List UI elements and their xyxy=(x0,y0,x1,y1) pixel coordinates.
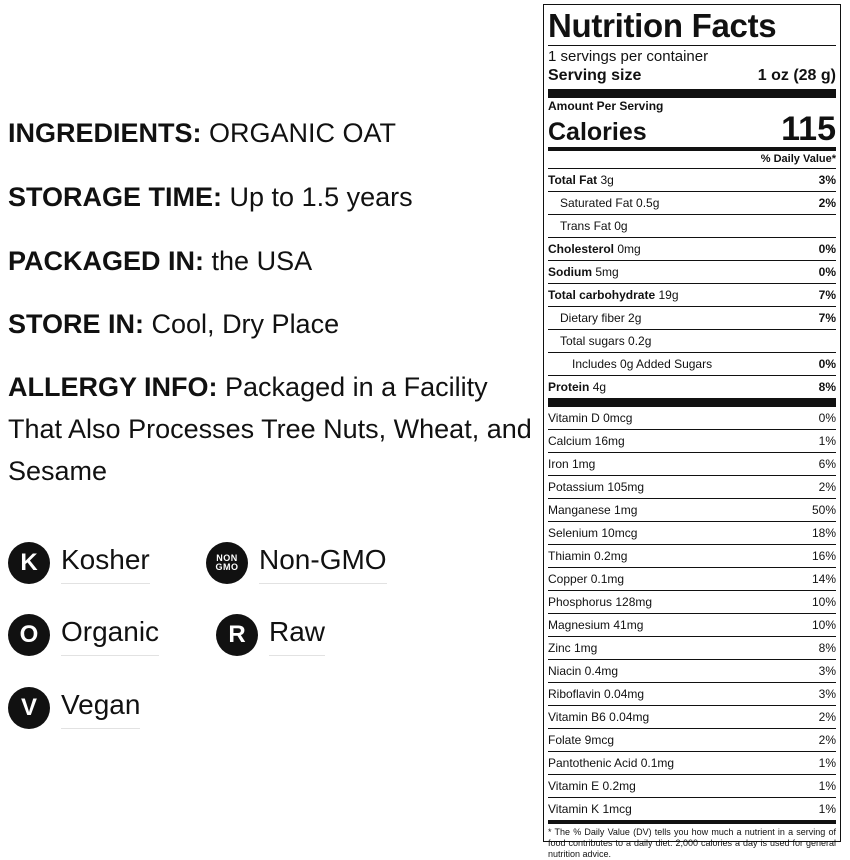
vitamin-dv: 2% xyxy=(818,710,836,724)
vitamin-list xyxy=(548,407,836,820)
saturated-fat-row: Saturated Fat 0.5g 2% xyxy=(548,191,836,214)
daily-value-footnote: * The % Daily Value (DV) tells you how much a nutrient in a serving of food contributes to a daily diet. 2,000 calories a day is used for general nutrition advice. xyxy=(548,827,836,859)
raw-badge xyxy=(216,614,325,656)
kosher-badge xyxy=(8,542,150,584)
vitamin-name: Selenium 10mcg xyxy=(548,526,638,540)
vitamin-name: Thiamin 0.2mg xyxy=(548,549,628,563)
vitamin-name: Vitamin D 0mcg xyxy=(548,411,633,425)
vitamin-row xyxy=(548,407,836,429)
vitamin-dv: 10% xyxy=(811,595,836,609)
vitamin-row xyxy=(548,636,836,659)
allergy-info xyxy=(8,366,543,492)
raw-icon: R xyxy=(216,614,258,656)
vitamin-dv: 2% xyxy=(818,733,836,747)
vitamin-row xyxy=(548,705,836,728)
calories-label: Calories xyxy=(548,118,647,146)
sugars-row: Total sugars 0.2g xyxy=(548,329,836,352)
vitamin-row xyxy=(548,728,836,751)
vitamin-row xyxy=(548,429,836,452)
serving-size-value: 1 oz (28 g) xyxy=(757,67,836,84)
raw-label: Raw xyxy=(269,615,325,656)
vitamin-name: Vitamin B6 0.04mg xyxy=(548,710,650,724)
vitamin-name: Copper 0.1mg xyxy=(548,572,625,586)
vitamin-name: Folate 9mcg xyxy=(548,733,615,747)
vitamin-dv: 0% xyxy=(818,411,836,425)
store-in-line xyxy=(8,303,339,345)
added-sugars-row: Includes 0g Added Sugars 0% xyxy=(548,352,836,375)
vitamin-name: Manganese 1mg xyxy=(548,503,638,517)
vitamin-dv: 2% xyxy=(818,480,836,494)
non-gmo-icon: NON GMO xyxy=(206,542,248,584)
sodium-row: Sodium 5mg 0% xyxy=(548,260,836,283)
vitamin-dv: 18% xyxy=(811,526,836,540)
allergy-value: Packaged in a Facility That Also Processes Tree Nuts, Wheat, and Sesame xyxy=(8,372,532,486)
vitamin-row xyxy=(548,590,836,613)
organic-label: Organic xyxy=(61,615,159,656)
protein-row: Protein 4g 8% xyxy=(548,375,836,398)
store-in-value: Cool, Dry Place xyxy=(151,309,340,339)
vitamin-dv: 1% xyxy=(818,756,836,770)
calories-value: 115 xyxy=(781,110,836,148)
nongmo-label: Non-GMO xyxy=(259,543,387,584)
store-in-label: STORE IN: xyxy=(8,309,145,339)
nutrition-facts-panel xyxy=(543,4,841,859)
servings-per-container: 1 servings per container xyxy=(548,48,709,65)
vitamin-name: Niacin 0.4mg xyxy=(548,664,619,678)
nongmo-badge xyxy=(206,542,387,584)
storage-time-line xyxy=(8,176,413,218)
serving-size xyxy=(548,66,836,86)
nutrition-title: Nutrition Facts xyxy=(548,7,777,44)
vitamin-name: Iron 1mg xyxy=(548,457,596,471)
vitamin-name: Vitamin E 0.2mg xyxy=(548,779,636,793)
ingredients-line xyxy=(8,112,396,154)
vitamin-row xyxy=(548,774,836,797)
packaged-in-line xyxy=(8,240,312,282)
vegan-badge xyxy=(8,687,140,729)
serving-size-label: Serving size xyxy=(548,67,642,84)
vegan-icon: V xyxy=(8,687,50,729)
calories-row xyxy=(548,111,836,147)
vitamin-row xyxy=(548,475,836,498)
vitamin-dv: 16% xyxy=(811,549,836,563)
cholesterol-row: Cholesterol 0mg 0% xyxy=(548,237,836,260)
vitamin-dv: 10% xyxy=(811,618,836,632)
vitamin-row xyxy=(548,682,836,705)
vitamin-name: Magnesium 41mg xyxy=(548,618,644,632)
total-fat-row: Total Fat 3g 3% xyxy=(548,168,836,191)
vitamin-row xyxy=(548,498,836,521)
vitamin-dv: 3% xyxy=(818,664,836,678)
vitamin-row xyxy=(548,567,836,590)
kosher-label: Kosher xyxy=(61,543,150,584)
vitamin-dv: 3% xyxy=(818,687,836,701)
vitamin-dv: 6% xyxy=(818,457,836,471)
vitamin-name: Zinc 1mg xyxy=(548,641,598,655)
kosher-icon: K xyxy=(8,542,50,584)
organic-icon: O xyxy=(8,614,50,656)
vitamin-dv: 50% xyxy=(811,503,836,517)
vitamin-dv: 1% xyxy=(818,779,836,793)
vitamin-name: Calcium 16mg xyxy=(548,434,625,448)
fiber-row: Dietary fiber 2g 7% xyxy=(548,306,836,329)
vitamin-dv: 1% xyxy=(818,434,836,448)
vegan-label: Vegan xyxy=(61,688,140,729)
vitamin-name: Vitamin K 1mcg xyxy=(548,802,632,816)
packaged-in-value: the USA xyxy=(211,246,313,276)
vitamin-name: Pantothenic Acid 0.1mg xyxy=(548,756,675,770)
ingredients-value: ORGANIC OAT xyxy=(209,118,397,148)
vitamin-name: Riboflavin 0.04mg xyxy=(548,687,645,701)
vitamin-row xyxy=(548,521,836,544)
vitamin-row xyxy=(548,544,836,567)
packaged-in-label: PACKAGED IN: xyxy=(8,246,205,276)
storage-time-value: Up to 1.5 years xyxy=(229,182,413,212)
vitamin-row xyxy=(548,452,836,475)
vitamin-dv: 8% xyxy=(818,641,836,655)
ingredients-label: INGREDIENTS: xyxy=(8,118,202,148)
daily-value-header: % Daily Value* xyxy=(548,147,836,168)
vitamin-row xyxy=(548,751,836,774)
amount-per-serving: Amount Per Serving xyxy=(548,99,664,113)
vitamin-row xyxy=(548,659,836,682)
organic-badge xyxy=(8,614,159,656)
allergy-label: ALLERGY INFO: xyxy=(8,372,218,402)
vitamin-row xyxy=(548,797,836,820)
trans-fat-row: Trans Fat 0g xyxy=(548,214,836,237)
vitamin-row xyxy=(548,613,836,636)
vitamin-dv: 1% xyxy=(818,802,836,816)
vitamin-dv: 14% xyxy=(811,572,836,586)
storage-time-label: STORAGE TIME: xyxy=(8,182,223,212)
vitamin-name: Potassium 105mg xyxy=(548,480,645,494)
vitamin-name: Phosphorus 128mg xyxy=(548,595,653,609)
total-carb-row: Total carbohydrate 19g 7% xyxy=(548,283,836,306)
